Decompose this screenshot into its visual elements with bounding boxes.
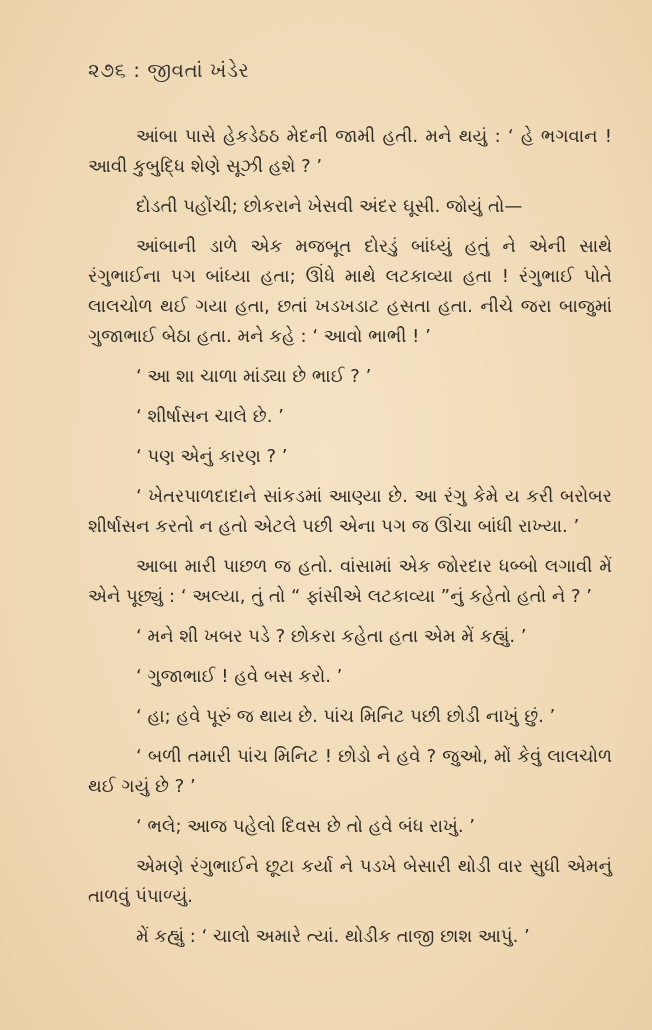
paragraph-2: દોડતી પહોંચી; છોકરાને ખેસવી અંદર ઘૂસી. જોયું તો— (136, 196, 523, 217)
paragraph-8: આબા મારી પાછળ જ હતો. વાંસામાં એક જોરદાર ધબ્બો લગાવી મેં એને પૂછ્યું : ‘ અલ્યા, તું તો “ ફાંસીએ લટકાવ્યા ”નું કહેતો હતો ને ? ’ (88, 556, 612, 607)
paragraph-3: આંબાની ડાળે એક મજબૂત દોરડું બાંધ્યું હતું ને એની સાથે રંગુભાઈના પગ બાંધ્યા હતા; ઊંધે માથે લટકાવ્યા હતા ! રંગુભાઈ પોતે લાલચોળ થઈ ગયા હતા, છતાં ખડખડાટ હસતા હતા. નીચે જરા બાજુમાં ગુજાભાઈ બેઠા હતા. મને કહે : ‘ આવો ભાભી ! ’ (88, 236, 612, 347)
paragraph-4: ‘ આ શા ચાળા માંડ્યા છે ભાઈ ? ’ (136, 366, 372, 387)
paragraph-14: એમણે રંગુભાઈને છૂટા કર્યા ને પડખે બેસારી થોડી વાર સુધી એમનું તાળવું પંપાળ્યું. (88, 856, 612, 907)
header-separator: : (133, 58, 141, 82)
paragraph-5: ‘ શીર્ષાસન ચાલે છે. ’ (136, 406, 284, 427)
paragraph-1: આંબા પાસે હેકડેઠઠ મેદની જામી હતી. મને થયું : ‘ હે ભગવાન ! આવી કુબુદ્ધિ શેણે સૂઝી હશે ? ’ (88, 126, 612, 177)
paragraph-9: ‘ મને શી ખબર પડે ? છોકરા કહેતા હતા એમ મેં કહ્યું. ’ (136, 626, 527, 647)
running-header (88, 58, 612, 82)
paragraph-10: ‘ ગુજાભાઈ ! હવે બસ કરો. ’ (136, 666, 343, 687)
body-text (88, 122, 612, 952)
paragraph-11: ‘ હા; હવે પૂરું જ થાય છે. પાંચ મિનિટ પછી છોડી નાખું છું. ’ (136, 706, 556, 727)
paragraph-12: ‘ બળી તમારી પાંચ મિનિટ ! છોડો ને હવે ? જુઓ, મોં કેવું લાલચોળ થઈ ગયું છે ? ’ (88, 746, 612, 797)
paragraph-15: મેં કહ્યું : ‘ ચાલો અમારે ત્યાં. થોડીક તાજી છાશ આપું. ’ (136, 926, 530, 947)
paragraph-13: ‘ ભલે; આજ પહેલો દિવસ છે તો હવે બંધ રાખું. ’ (136, 816, 476, 837)
page-number: ૨૭૬ (88, 58, 127, 82)
paragraph-7: ‘ ખેતરપાળદાદાને સાંકડમાં આણ્યા છે. આ રંગુ કેમે ય કરી બરોબર શીર્ષાસન કરતો ન હતો એટલે પછી એના પગ જ ઊંચા બાંધી રાખ્યા. ’ (88, 486, 612, 537)
book-title: જીવતાં ખંડેર (147, 58, 250, 82)
paragraph-6: ‘ પણ એનું કારણ ? ’ (136, 446, 288, 467)
